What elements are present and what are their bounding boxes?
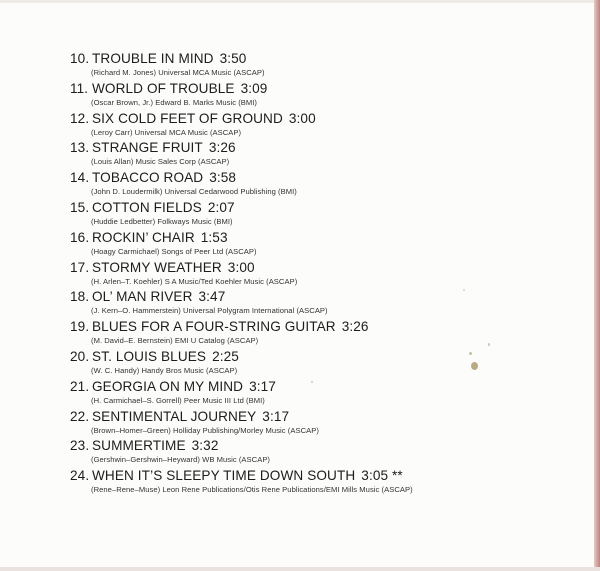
track-credits: (Brown–Homer–Green) Holliday Publishing/Morley Music (ASCAP) [91,425,319,435]
track-duration: 3:26 [341,319,369,335]
track-heading [70,409,570,425]
track-credits: (H. Carmichael–S. Gorrell) Peer Music III Ltd (BMI) [91,395,265,405]
track-duration: 3:17 [262,408,290,424]
track-credits: (Rene–Rene–Muse) Leon Rene Publications/Otis Rene Publications/EMI Mills Music (ASCAP) [91,485,413,495]
track-item [70,51,570,81]
track-heading [70,468,570,484]
track-item [70,81,570,111]
track-credits: (Hoagy Carmichael) Songs of Peer Ltd (ASCAP) [91,246,257,256]
paper-speck [471,362,478,370]
track-credits: (H. Arlen–T. Koehler) S A Music/Ted Koehler Music (ASCAP) [91,276,298,286]
track-duration: 3:09 [240,80,268,96]
paper-speck [311,381,313,383]
track-heading [70,81,570,97]
track-title: TOBACCO ROAD [92,170,204,186]
track-number: 23. [70,438,90,454]
track-item [70,170,570,200]
track-number: 17. [70,259,90,275]
track-duration: 3:00 [288,110,316,126]
track-number: 22. [70,408,90,424]
track-title: GEORGIA ON MY MIND [92,378,244,394]
track-number: 10. [70,51,90,66]
track-item [70,349,570,379]
track-number: 24. [70,468,90,484]
track-title: SUMMERTIME [92,438,186,454]
track-duration: 3:58 [209,170,237,186]
track-item [70,319,570,349]
track-title: SENTIMENTAL JOURNEY [92,408,257,424]
track-number: 18. [70,289,90,305]
track-number: 12. [70,110,90,126]
track-item [70,140,570,170]
track-heading [70,170,570,186]
track-heading [70,111,570,127]
track-title: WORLD OF TROUBLE [92,80,235,96]
track-credits: (Richard M. Jones) Universal MCA Music (ASCAP) [91,68,265,77]
track-title: OL’ MAN RIVER [92,289,193,305]
page-top-edge [0,0,600,3]
track-credits: (John D. Loudermilk) Universal Cedarwood Publishing (BMI) [91,187,297,197]
track-number: 20. [70,348,90,364]
track-item [70,289,570,319]
track-title: ROCKIN’ CHAIR [92,229,195,245]
track-duration: 3:26 [208,140,236,156]
track-item [70,260,570,290]
track-duration: 3:17 [249,378,276,394]
track-credits: (W. C. Handy) Handy Bros Music (ASCAP) [91,365,238,375]
track-number: 11. [70,80,89,96]
track-credits: (Gershwin–Gershwin–Heyward) WB Music (ASCAP) [91,455,271,465]
track-item [70,230,570,260]
track-heading [70,349,570,365]
track-heading [70,230,570,246]
track-item [70,200,570,230]
page-bottom-edge [0,567,600,571]
paper-speck [463,289,465,291]
track-list [70,51,570,498]
track-item [70,468,570,498]
track-item [70,379,570,409]
track-heading [70,200,570,216]
track-credits: (Louis Allan) Music Sales Corp (ASCAP) [91,157,230,167]
track-duration: 3:47 [198,289,226,305]
track-title: TROUBLE IN MIND [92,51,214,66]
track-number: 21. [70,378,90,394]
track-title: COTTON FIELDS [92,199,202,215]
track-item [70,409,570,439]
track-duration: 2:07 [207,199,235,215]
track-title: STRANGE FRUIT [92,140,203,156]
page-right-edge [594,0,600,571]
track-title: STORMY WEATHER [92,259,222,275]
track-duration: 1:53 [200,229,228,245]
track-heading [70,140,570,156]
track-item [70,438,570,468]
track-heading [70,438,570,454]
track-number: 16. [70,229,90,245]
track-credits: (Leroy Carr) Universal MCA Music (ASCAP) [91,127,242,137]
track-heading [70,289,570,305]
track-duration: 3:00 [227,259,255,275]
track-number: 19. [70,319,90,335]
track-credits: (Oscar Brown, Jr.) Edward B. Marks Music (BMI) [91,97,258,107]
track-number: 13. [70,140,90,156]
track-title: SIX COLD FEET OF GROUND [92,110,283,126]
track-heading [70,319,570,335]
track-duration: 3:32 [191,438,219,454]
track-credits: (Huddie Ledbetter) Folkways Music (BMI) [91,216,233,226]
track-credits: (J. Kern–O. Hammerstein) Universal Polygram International (ASCAP) [91,306,328,316]
paper-speck [469,352,472,355]
track-heading [70,51,570,67]
paper-speck [488,343,490,346]
track-number: 14. [70,170,90,186]
track-duration: 2:25 [212,348,239,364]
track-credits: (M. David–E. Bernstein) EMI U Catalog (ASCAP) [91,336,259,346]
track-title: WHEN IT’S SLEEPY TIME DOWN SOUTH [92,468,356,484]
track-duration: 3:05 ** [361,468,403,484]
track-title: ST. LOUIS BLUES [92,348,207,364]
track-heading [70,260,570,276]
track-number: 15. [70,199,90,215]
track-heading [70,379,570,395]
track-item [70,111,570,141]
track-title: BLUES FOR A FOUR-STRING GUITAR [92,319,336,335]
track-duration: 3:50 [219,51,247,66]
